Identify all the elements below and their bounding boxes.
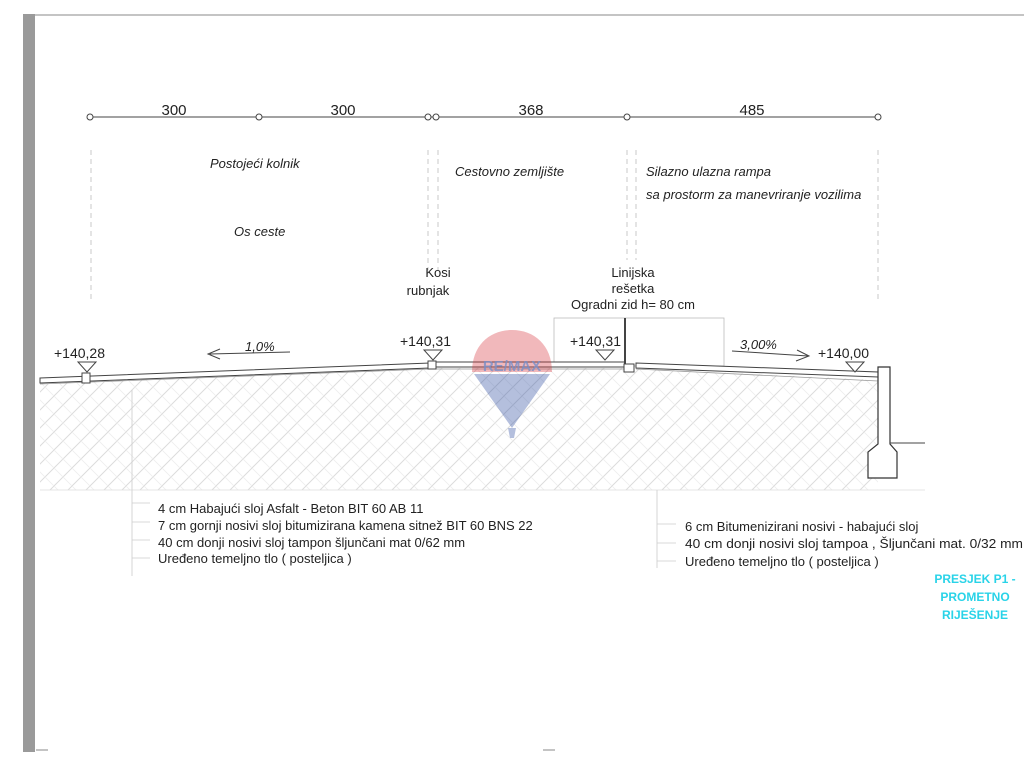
zone-ramp-line1: Silazno ulazna rampa bbox=[646, 164, 772, 179]
layer-right-1: 6 cm Bitumenizirani nosivi - habajući sloj bbox=[685, 519, 919, 534]
layer-right-3: Uređeno temeljno tlo ( posteljica ) bbox=[685, 554, 879, 569]
grate-label-1: Linijska bbox=[611, 265, 655, 280]
curb-element bbox=[428, 361, 436, 369]
section-title bbox=[920, 570, 1024, 624]
layer-left-3: 40 cm donji nosivi sloj tampon šljunčani mat 0/62 mm bbox=[158, 535, 466, 550]
grate-element bbox=[624, 364, 634, 372]
zone-road-axis: Os ceste bbox=[234, 224, 286, 239]
elevation-right: +140,00 bbox=[818, 345, 869, 361]
section-title-line1: PRESJEK P1 - bbox=[934, 572, 1016, 586]
sheet-left-bar bbox=[23, 14, 35, 752]
dimension-3: 368 bbox=[518, 102, 544, 119]
layer-left-4: Uređeno temeljno tlo ( posteljica ) bbox=[158, 551, 352, 566]
curb-label-2: rubnjak bbox=[406, 283, 450, 298]
remax-watermark-text: RE/MAX bbox=[482, 358, 542, 375]
elevation-left: +140,28 bbox=[54, 345, 105, 361]
left-edge-curb bbox=[82, 373, 90, 383]
dimension-2: 300 bbox=[330, 102, 356, 119]
zone-road-land: Cestovno zemljište bbox=[455, 164, 565, 179]
elevation-curb: +140,31 bbox=[400, 333, 451, 349]
layer-left-1: 4 cm Habajući sloj Asfalt - Beton BIT 60 AB 11 bbox=[158, 501, 424, 516]
zone-ramp-line2: sa prostorm za manevriranje vozilima bbox=[646, 187, 862, 202]
grate-label-2: rešetka bbox=[611, 281, 655, 296]
slope-left: 1,0% bbox=[245, 339, 275, 354]
elevation-grate: +140,31 bbox=[570, 333, 621, 349]
dimension-1: 300 bbox=[161, 102, 187, 119]
section-title-line3: RIJEŠENJE bbox=[941, 608, 1009, 622]
wall-label: Ogradni zid h= 80 cm bbox=[571, 297, 695, 312]
layer-left-2: 7 cm gornji nosivi sloj bitumizirana kamena sitnež BIT 60 BNS 22 bbox=[158, 518, 533, 533]
layer-right-2: 40 cm donji nosivi sloj tampoa , Šljunčani mat. 0/32 mm bbox=[685, 536, 1023, 551]
section-title-line2: PROMETNO bbox=[940, 590, 1010, 604]
zone-existing-road: Postojeći kolnik bbox=[210, 156, 300, 171]
ground-fill bbox=[40, 368, 878, 490]
curb-label-1: Kosi bbox=[425, 265, 451, 280]
dimension-4: 485 bbox=[739, 102, 765, 119]
slope-right: 3,00% bbox=[740, 337, 777, 352]
